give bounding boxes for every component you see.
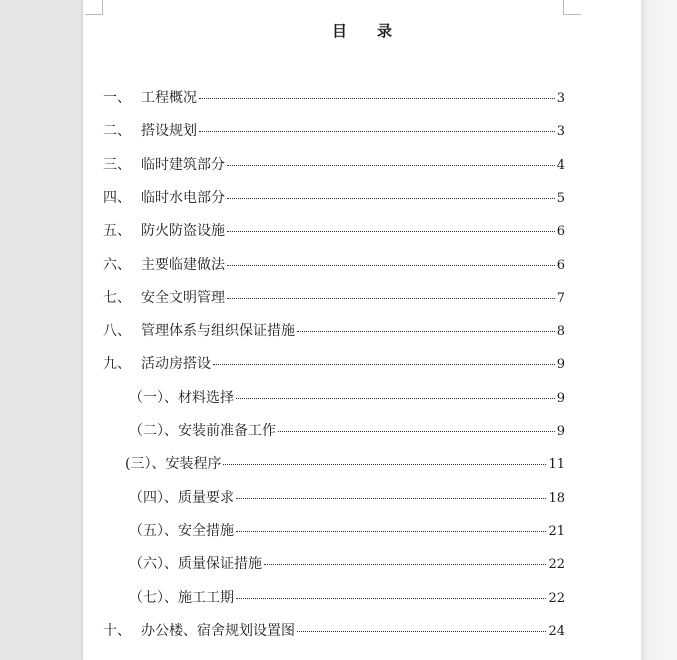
toc-dot-leader	[227, 165, 555, 166]
toc-entry-label: 临时建筑部分	[141, 156, 225, 173]
toc-dot-leader	[264, 564, 546, 565]
toc-entry-label: 工程概况	[141, 90, 197, 106]
toc-dot-leader	[227, 298, 555, 299]
right-gutter	[641, 0, 677, 660]
toc-dot-leader	[236, 398, 555, 399]
toc-title-char-2: 录	[377, 22, 393, 40]
toc-entry-number: 七、	[103, 289, 131, 306]
toc-title-char-1: 目	[331, 22, 347, 40]
toc-entry-number: 四、	[103, 189, 131, 206]
toc-entry-label: （二）、安装前准备工作	[129, 423, 276, 439]
toc-entry-label: 防火防盗设施	[141, 223, 225, 240]
toc-entry-label: 办公楼、宿舍规划设置图	[141, 622, 295, 639]
toc-entry-label: （七）、施工工期	[129, 589, 234, 606]
toc-entry-page-number: 11	[548, 457, 565, 473]
toc-entry[interactable]	[129, 553, 565, 571]
toc-entry-label: (三）、安装程序	[125, 456, 222, 473]
toc-entry-number: 二、	[103, 123, 131, 140]
toc-entry-page-number: 9	[556, 357, 565, 373]
toc-entry-page-number: 3	[556, 91, 565, 106]
toc-entry-page-number: 22	[548, 557, 565, 573]
toc-dot-leader	[213, 364, 555, 365]
toc-entry-number: 八、	[103, 323, 131, 340]
toc-entry[interactable]	[129, 387, 565, 405]
toc-dot-leader	[223, 464, 546, 465]
toc-entry[interactable]	[103, 154, 565, 172]
toc-entry-number: 六、	[103, 256, 131, 273]
left-gutter	[0, 0, 83, 660]
toc-entry-label: 管理体系与组织保证措施	[141, 323, 295, 340]
toc-entry-page-number: 24	[548, 623, 565, 639]
toc-entry-page-number: 7	[556, 290, 565, 306]
toc-dot-leader	[236, 498, 546, 499]
toc-entry-page-number: 21	[548, 523, 565, 539]
toc-dot-leader	[227, 231, 555, 232]
toc-entry-page-number: 6	[556, 224, 565, 240]
toc-entry-page-number: 6	[556, 257, 565, 273]
toc-dot-leader	[227, 198, 555, 199]
toc-entry[interactable]	[103, 320, 565, 338]
toc-entry-label: 活动房搭设	[141, 356, 211, 373]
toc-entry-page-number: 18	[548, 490, 565, 506]
toc-entry-label: （五）、安全措施	[129, 522, 234, 539]
toc-entry-number: 十、	[103, 622, 131, 639]
toc-entry[interactable]	[129, 420, 565, 438]
toc-entry-label: （六）、质量保证措施	[129, 556, 262, 573]
toc-entry[interactable]	[125, 453, 565, 471]
toc-entry-label: （四）、质量要求	[129, 489, 234, 506]
toc-dot-leader	[236, 598, 546, 599]
toc-entry-number: 九、	[103, 356, 131, 373]
toc-entry[interactable]	[103, 220, 565, 238]
toc-entry[interactable]	[129, 487, 565, 505]
toc-entry[interactable]	[103, 353, 565, 371]
toc-entry[interactable]	[103, 187, 565, 205]
toc-entry[interactable]	[103, 254, 565, 272]
toc-entry[interactable]	[129, 520, 565, 538]
toc-dot-leader	[297, 631, 546, 632]
toc-entry-label: （一）、材料选择	[129, 389, 234, 406]
toc-entry[interactable]	[103, 120, 565, 138]
table-of-contents	[83, 0, 641, 660]
toc-entry-label: 临时水电部分	[141, 189, 225, 206]
toc-entry-number: 五、	[103, 223, 131, 240]
toc-entry-page-number: 4	[556, 157, 565, 173]
toc-dot-leader	[199, 131, 555, 132]
toc-dot-leader	[297, 331, 555, 332]
toc-entry-page-number: 22	[548, 590, 565, 606]
toc-entry-number: 三、	[103, 156, 131, 173]
toc-entry-page-number: 5	[556, 190, 565, 206]
toc-dot-leader	[278, 431, 555, 432]
toc-entry-label: 安全文明管理	[141, 289, 225, 306]
toc-dot-leader	[236, 531, 546, 532]
toc-entry-page-number: 9	[556, 424, 565, 439]
toc-entry[interactable]	[129, 587, 565, 605]
toc-entry[interactable]	[103, 620, 565, 638]
toc-entry-page-number: 3	[556, 124, 565, 140]
toc-entry-label: 搭设规划	[141, 123, 197, 140]
toc-entry-page-number: 9	[556, 390, 565, 406]
toc-entry-label: 主要临建做法	[141, 256, 225, 273]
document-page	[83, 0, 641, 660]
toc-dot-leader	[227, 265, 555, 266]
toc-entry-page-number: 8	[556, 324, 565, 340]
toc-dot-leader	[199, 98, 555, 99]
toc-entry-number: 一、	[103, 90, 131, 106]
toc-entry[interactable]	[103, 287, 565, 305]
toc-entry[interactable]	[103, 87, 565, 105]
